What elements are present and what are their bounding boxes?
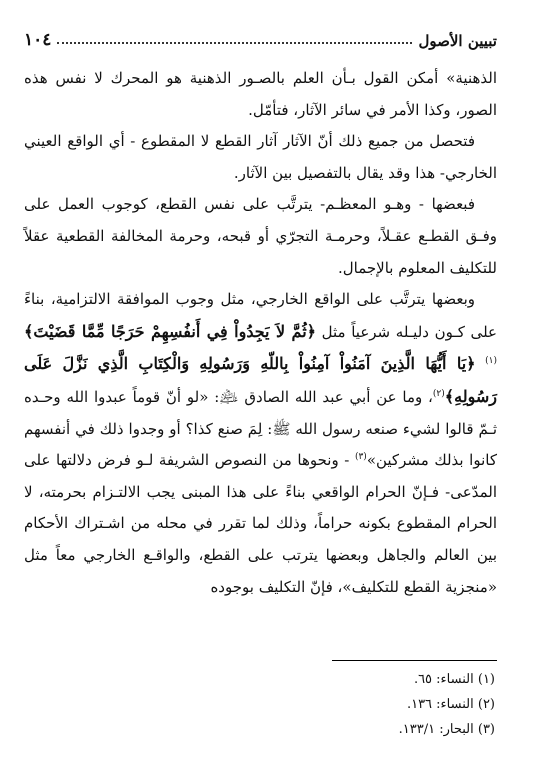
footnotes <box>24 667 495 742</box>
header-dotted-leader <box>57 42 412 44</box>
paragraph-4-part-a: وبعضها يترتَّب على الواقع الخارجي، مثل وجوب الموافقة الالتزامية، بناءً على كـون دليـله شرعياً مثل <box>24 290 497 341</box>
footnote-3: (٣) البحار: ١٣٣/١. <box>398 722 495 737</box>
footnote-ref-3: (٣) <box>354 452 367 463</box>
paragraph-4-part-c: ، وما عن أبي عبد الله الصادق ﵇: «لو أنّ قوماً عبدوا الله وحـده ثـمّ قالوا لشيء صنعه رسول الله ﷺ: لِمَ صنع كذا؟ أو وجدوا ذلك في أنفسهم كانوا بذلك مشركين» <box>24 387 497 470</box>
footnote-ref-2: (٢) <box>432 388 445 399</box>
footnote-1: (١) النساء: ٦٥. <box>413 672 495 687</box>
body-text <box>24 63 497 603</box>
paragraph-4-part-b <box>476 355 486 373</box>
quran-verse-1: ﴿ثُمَّ لاَ يَجِدُواْ فِي أَنفُسِهِمْ حَرَجًا مِّمَّا قَضَيْتَ﴾ <box>24 321 317 341</box>
paragraph-2: فتحصل من جميع ذلك أنّ الآثار آثار القطع لا المقطوع - أي الواقع العيني الخارجي- هذا وقد يقال بالتفصيل بين الآثار. <box>24 132 497 182</box>
paragraph-3: فبعضها - وهـو المعظـم- يترتَّب على نفس القطع، كوجوب العمل على وفـق القطـع عقـلاً، وحرمـة التجرّي أو قبحه، وحرمة المخالفة القطعية عقلاً للتكليف المعلوم بالإجمال. <box>24 195 497 277</box>
paragraph-1: الذهنية» أمكن القول بـأن العلم بالصـور الذهنية هو المحرك لا نفس هذه الصور، وكذا الأمر في سائر الآثار، فتأمّل. <box>24 69 497 119</box>
running-title: تبيين الأصول <box>418 32 497 50</box>
page-header <box>24 28 497 50</box>
paragraph-4 <box>24 284 497 603</box>
footnote-2: (٢) النساء: ١٣٦. <box>406 697 495 712</box>
footnote-separator <box>332 660 497 661</box>
paragraph-4-part-d: - ونحوها من النصوص الشريفة لـو فرض دلالتها على المدّعى- فـإنّ الحرام الواقعي بناءً على هذا المبنى يجب الالتـزام بحرمته، لا الحرام المقطوع بكونه حراماً، وذلك لما تقرر في محله من اشـتراك الأحكام بين العالم والجاهل وبعضها يترتب على القطع، والواقـع الخارجي معاً مثل «منجزية القطع للتكليف»، فإنّ التكليف بوجوده <box>24 451 497 596</box>
page-number: ١٠٤ <box>24 30 52 50</box>
quran-verse-2: ﴿يَا أَيُّهَا الَّذِينَ آمَنُواْ آمِنُواْ بِاللّهِ وَرَسُولِهِ وَالْكِتَابِ الَّذِي نَزَّلَ عَلَى رَسُولِهِ﴾ <box>24 354 497 406</box>
footnote-ref-1: (١) <box>485 356 497 367</box>
